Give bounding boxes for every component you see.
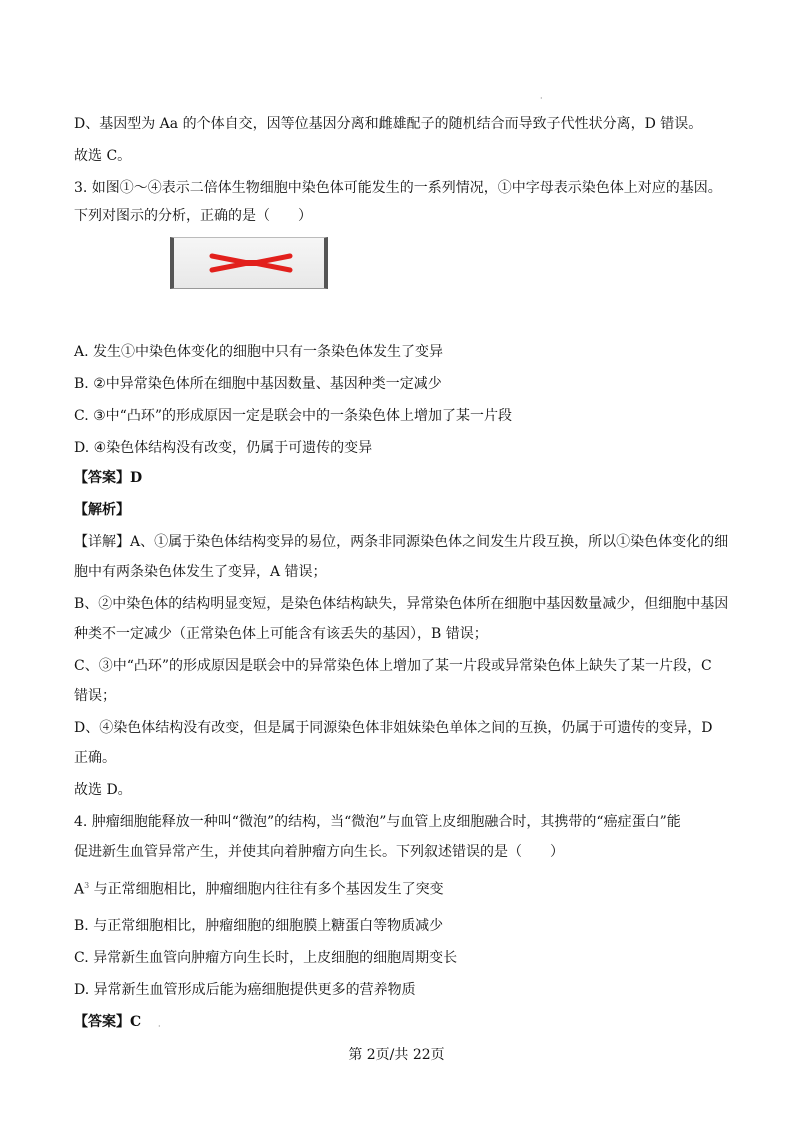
text-line: 种类不一定减少（正常染色体上可能含有该丢失的基因），B 错误；	[74, 626, 488, 642]
stray-dot: ·	[158, 1022, 161, 1031]
text-line: C. ③中“凸环”的形成原因一定是联会中的一条染色体上增加了某一片段	[74, 408, 512, 424]
page-footer: 第 2页/共 22页	[348, 1047, 445, 1063]
text-line: D、基因型为 Aa 的个体自交，因等位基因分离和雌雄配子的随机结合而导致子代性状分离，D 错误。	[74, 116, 703, 132]
text-line: 【详解】A、①属于染色体结构变异的易位，两条非同源染色体之间发生片段互换，所以①染色体变化的细	[74, 534, 729, 550]
text-line: 胞中有两条染色体发生了变异，A 错误；	[74, 564, 327, 580]
text-line: D. 异常新生血管形成后能为癌细胞提供更多的营养物质	[74, 982, 416, 998]
text-line: 故选 C。	[74, 148, 132, 164]
text-line	[74, 876, 444, 900]
text-line: 错误；	[74, 688, 116, 704]
text-line: B、②中染色体的结构明显变短，是染色体结构缺失，异常染色体所在细胞中基因数量减少，但细胞中基因	[74, 596, 729, 612]
option-letter: A	[74, 881, 85, 898]
text-line: 【答案】D	[74, 470, 143, 486]
option-text: 与正常细胞相比，肿瘤细胞内往往有多个基因发生了突变	[89, 881, 444, 898]
stray-dot: ·	[540, 94, 543, 103]
text-line: D、④染色体结构没有改变，但是属于同源染色体非姐妹染色单体之间的互换，仍属于可遗传的变异，D	[74, 720, 713, 736]
text-line: 4. 肿瘤细胞能释放一种叫“微泡”的结构，当“微泡”与血管上皮细胞融合时，其携带的“癌症蛋白”能	[74, 814, 681, 830]
text-line: B. 与正常细胞相比，肿瘤细胞的细胞膜上糖蛋白等物质减少	[74, 918, 444, 934]
text-line: 下列对图示的分析，正确的是（ ）	[74, 208, 312, 224]
text-line: C. 异常新生血管向肿瘤方向生长时，上皮细胞的细胞周期变长	[74, 950, 458, 966]
text-line: 正确。	[74, 750, 116, 766]
text-line: 促进新生血管异常产生，并使其向着肿瘤方向生长。下列叙述错误的是（ ）	[74, 844, 564, 860]
text-line: 【解析】	[74, 502, 130, 518]
broken-image-x-icon	[208, 252, 294, 274]
superscript-mark: 3	[84, 881, 90, 890]
figure-broken-image	[170, 237, 328, 289]
text-line: 【答案】C	[74, 1014, 142, 1030]
text-line: 故选 D。	[74, 782, 132, 798]
text-line: B. ②中异常染色体所在细胞中基因数量、基因种类一定减少	[74, 376, 442, 392]
text-line: A. 发生①中染色体变化的细胞中只有一条染色体发生了变异	[74, 344, 444, 360]
text-line: D. ④染色体结构没有改变，仍属于可遗传的变异	[74, 440, 373, 456]
text-line: 3. 如图①～④表示二倍体生物细胞中染色体可能发生的一系列情况，①中字母表示染色体上对应的基因。	[74, 180, 722, 196]
text-line: C、③中“凸环”的形成原因是联会中的异常染色体上增加了某一片段或异常染色体上缺失了某一片段，C	[74, 658, 712, 674]
